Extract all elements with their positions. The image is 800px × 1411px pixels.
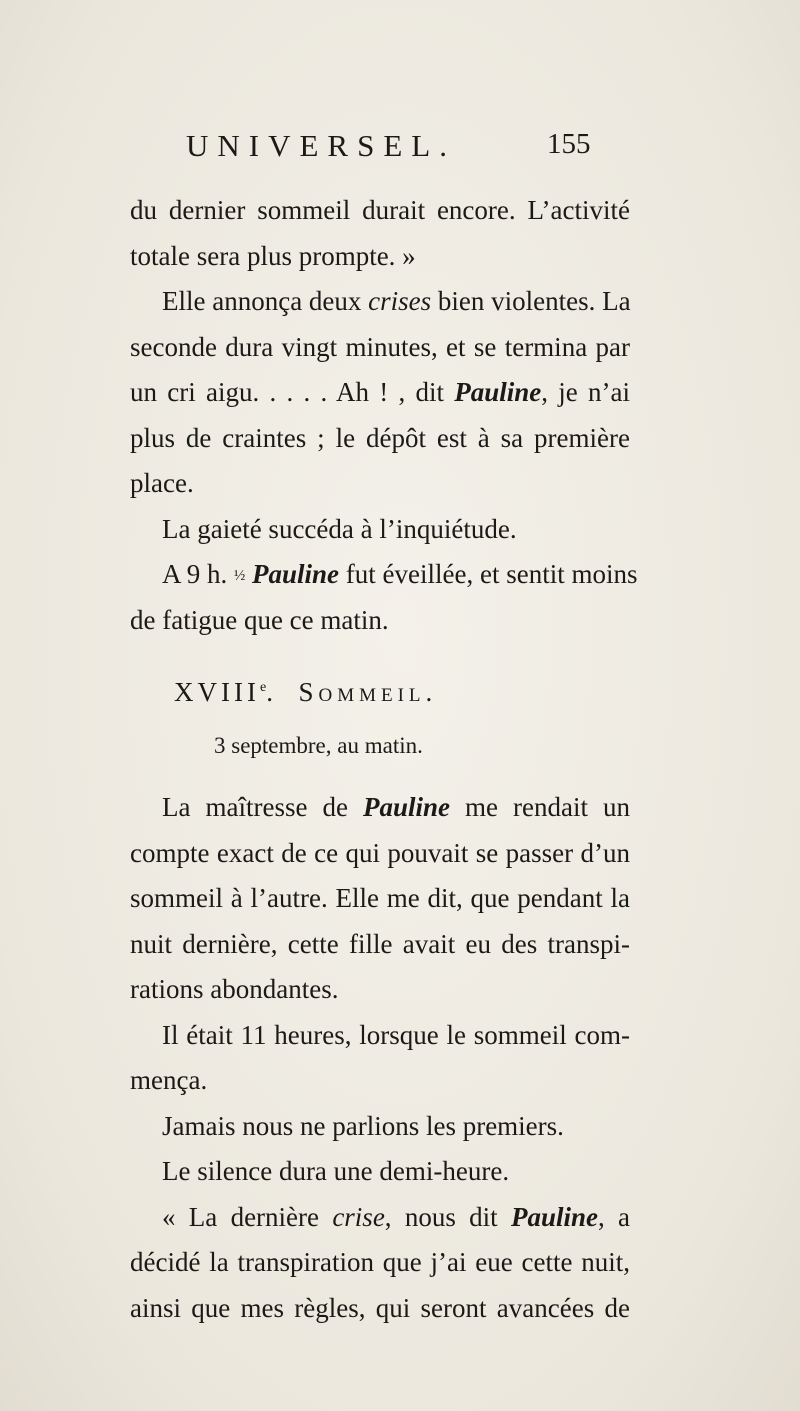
text-line [130, 279, 630, 325]
italic-term: crise [332, 1201, 385, 1232]
character-name: Pauline [510, 1201, 598, 1232]
text-run: , nous dit [384, 1201, 511, 1232]
text-line: ainsi que mes règles, qui seront avancées de [130, 1292, 630, 1323]
text-run: « La dernière [162, 1201, 333, 1232]
text-line [130, 370, 630, 416]
text-line: compte exact de ce qui pouvait se passer d’un [130, 837, 630, 868]
text-line: totale sera plus prompte. » [130, 240, 416, 271]
section-numeral-dot: . [266, 677, 277, 707]
text-line: sommeil à l’autre. Elle me dit, que pendant la [130, 883, 630, 913]
character-name: Pauline [252, 559, 340, 589]
text-line: de fatigue que ce matin. [130, 604, 389, 635]
character-name: Pauline [454, 377, 542, 407]
text-line: plus de craintes ; le dépôt est à sa première [130, 422, 630, 453]
fraction: ½ [234, 568, 246, 584]
character-name: Pauline [362, 792, 450, 822]
text-line: Jamais nous ne parlions les premiers. [162, 1110, 564, 1141]
text-line: rations abondantes. [130, 974, 339, 1004]
section-heading [130, 665, 630, 715]
text-line: du dernier sommeil durait encore. L’activité [130, 195, 630, 225]
text-run: , a [597, 1201, 630, 1232]
text-run: A 9 h. [162, 559, 235, 589]
text-line: nuit dernière, cette fille avait eu des transpi- [130, 928, 630, 959]
text-line: mença. [130, 1065, 208, 1095]
section-numeral: XVIII [174, 677, 260, 707]
text-line: Le silence dura une demi-heure. [162, 1156, 510, 1186]
italic-term: crises [368, 286, 432, 316]
text-line [130, 785, 630, 831]
page-number: 155 [547, 128, 591, 160]
text-line [130, 552, 638, 598]
text-run: me rendait un [450, 792, 630, 822]
dateline: 3 septembre, au matin. [214, 733, 423, 758]
text-run: fut éveillée, et sentit moins [339, 559, 638, 589]
text-line: décidé la transpiration que j’ai eue cette nuit, [130, 1247, 630, 1277]
text-run: un cri aigu. . . . . Ah ! , dit [130, 377, 455, 407]
text-line [130, 1195, 630, 1241]
section-title: Sommeil. [298, 677, 438, 707]
text-line: place. [130, 468, 194, 498]
text-line: seconde dura vingt minutes, et se termina par [130, 331, 630, 362]
running-head [0, 128, 800, 172]
text-run: , je n’ai [541, 377, 631, 407]
body-text [130, 188, 638, 1331]
text-run: La maîtresse de [162, 792, 363, 822]
text-line: La gaieté succéda à l’inquiétude. [162, 513, 517, 544]
section-numeral-sup: e [259, 680, 267, 695]
text-run: bien violentes. La [431, 286, 631, 316]
running-title: UNIVERSEL. [186, 128, 456, 163]
text-run: Elle annonça deux [162, 286, 369, 316]
text-line: Il était 11 heures, lorsque le sommeil com- [162, 1019, 630, 1050]
